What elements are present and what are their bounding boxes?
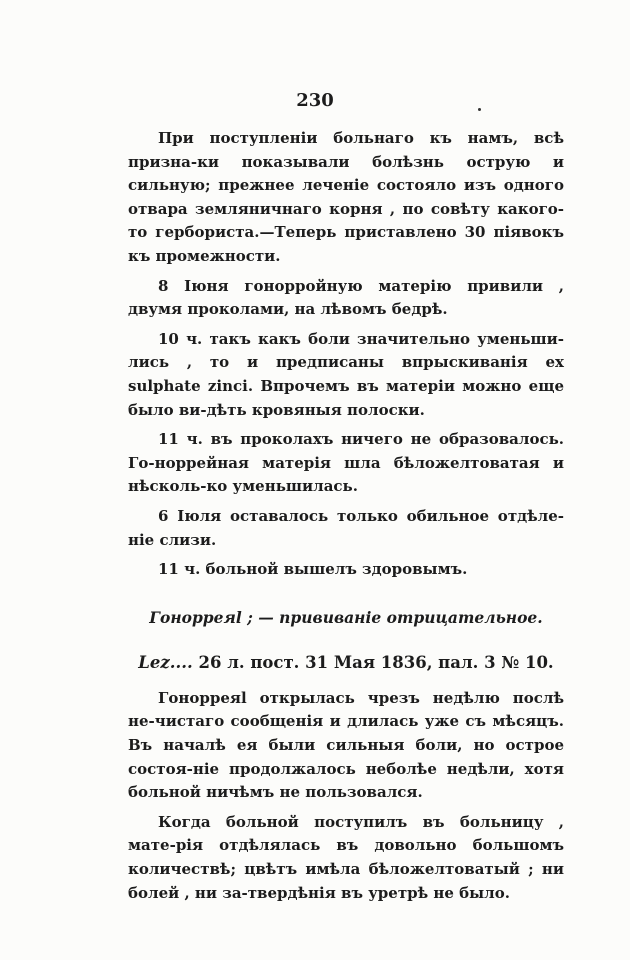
paragraph: Гонорреяl открылась чрезъ недѣлю послѣ не-чистаго сообщенія и длилась уже съ мѣсяцъ. Въ началѣ ея были сильныя боли, но острое состоя-ніе продолжалось неболѣе недѣли, хотя больной ничѣмъ не пользовался. (128, 688, 564, 802)
paragraph: 10 ч. такъ какъ боли значительно уменьши-лись , то и предписаны впрыскиванія ex sulphate zinci. Впрочемъ въ матеріи можно еще было ви-дѣть кровяныя полоски. (128, 329, 564, 419)
patient-details: 26 л. пост. 31 Мая 1836, пал. 3 № 10. (198, 653, 554, 673)
patient-name: Lez.... (138, 653, 193, 673)
page-number: 230 (296, 90, 334, 111)
case-heading: Гонорреяl ; — прививаніе отрицательное. (149, 607, 543, 627)
paragraph: При поступленіи больнаго къ намъ, всѣ призна-ки показывали болѣзнь острую и сильную; прежнее леченіе состояло изъ одного отвара земляничнаго корня , по совѣту какого-то гербориста.—Теперь приставлено 30 піявокъ къ промежности. (128, 129, 564, 265)
paragraph: 8 Іюня гонорройную матерію привили , двумя проколами, на лѣвомъ бедрѣ. (128, 276, 564, 319)
paragraph: Когда больной поступилъ въ больницу , мате-рія отдѣлялась въ довольно большомъ количествѣ; цвѣтъ имѣла бѣложелтоватый ; ни болей , ни за-твердѣнія въ уретрѣ не было. (128, 812, 564, 902)
paragraph: 11 ч. въ проколахъ ничего не образовалось. Го-норрейная матерія шла бѣложелтоватая и нѣсколь-ко уменьшилась. (128, 430, 564, 496)
case-record-line (128, 651, 564, 675)
paragraph: 6 Іюля оставалось только обильное отдѣле-ніе слизи. (128, 506, 564, 549)
paragraph: 11 ч. больной вышелъ здоровымъ. (158, 560, 468, 579)
ink-speck (478, 108, 481, 111)
page-body (128, 127, 564, 911)
